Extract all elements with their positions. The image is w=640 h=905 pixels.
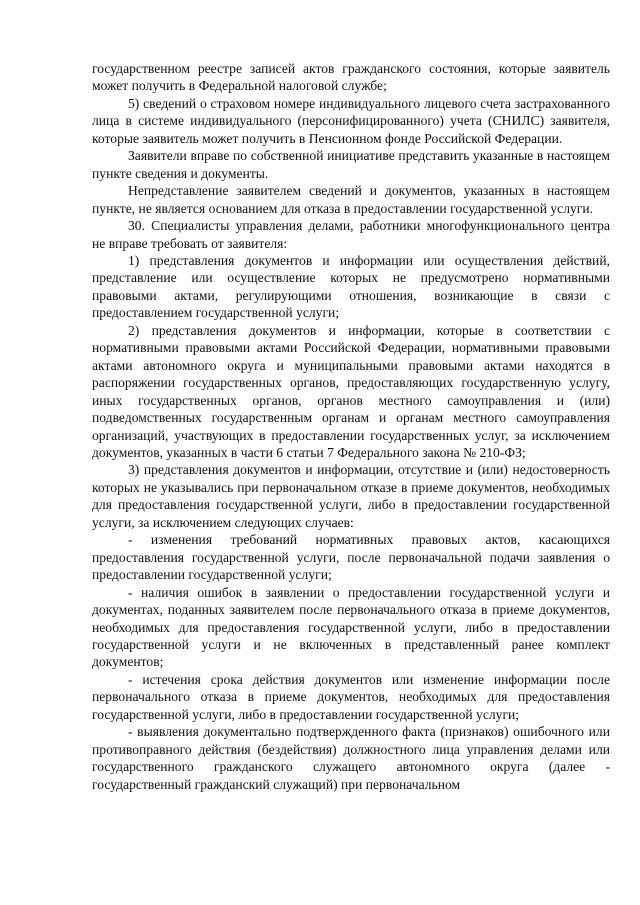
- paragraph-item-2: 2) представления документов и информации, которые в соответствии с нормативными правовыми актами Российской Федерации, нормативными правовыми актами автономного округа и муниципальными правовыми актами находятся в распоряжении государственных органов, предоставляющих государственную услугу, иных государственных органов, органов местного самоуправления и (или) подведомственных государственным органам и органам местного самоуправления организаций, участвующих в предоставлении государственных услуг, за исключением документов, указанных в части 6 статьи 7 Федерального закона № 210-ФЗ;: [92, 322, 610, 460]
- paragraph-continuation: государственном реестре записей актов гражданского состояния, которые заявитель может получить в Федеральной налоговой службе;: [92, 61, 610, 94]
- paragraph-case-wrongful-action: - выявления документально подтвержденного факта (признаков) ошибочного или противоправного действия (бездействия) должностного лица управления делами или государственного гражданского служащего автономного округа (далее - государственный гражданский служащий) при первоначальном: [92, 724, 610, 792]
- paragraph-item-3: 3) представления документов и информации, отсутствие и (или) недостоверность которых не указывались при первоначальном отказе в приеме документов, необходимых для предоставления государственной услуги, либо в предоставлении государственной услуги, за исключением следующих случаев:: [92, 462, 610, 530]
- paragraph-applicants-right: Заявители вправе по собственной инициативе представить указанные в настоящем пункте сведения и документы.: [92, 148, 610, 181]
- paragraph-case-errors: - наличия ошибок в заявлении о предоставлении государственной услуги и документах, поданных заявителем после первоначального отказа в приеме документов, необходимых для предоставления государственной услуги, либо в предоставлении государственной услуги и не включенных в представленный ранее комплект документов;: [92, 584, 610, 670]
- paragraph-section-30: 30. Специалисты управления делами, работники многофункционального центра не вправе требовать от заявителя:: [92, 218, 610, 251]
- paragraph-non-submission: Непредставление заявителем сведений и документов, указанных в настоящем пункте, не является основанием для отказа в предоставлении государственной услуги.: [92, 183, 610, 216]
- document-body: [92, 60, 610, 793]
- paragraph-item-1: 1) представления документов и информации или осуществления действий, представление или осуществление которых не предусмотрено нормативными правовыми актами, регулирующими отношения, возникающие в связи с предоставлением государственной услуги;: [92, 252, 610, 321]
- paragraph-case-requirements-change: - изменения требований нормативных правовых актов, касающихся предоставления государственной услуги, после первоначальной подачи заявления о предоставлении государственной услуги;: [92, 532, 610, 583]
- paragraph-item-5-snils: 5) сведений о страховом номере индивидуального лицевого счета застрахованного лица в системе индивидуального (персонифицированного) учета (СНИЛС) заявителя, которые заявитель может получить в Пенсионном фонде Российской Федерации.: [92, 95, 610, 146]
- paragraph-case-expiry: - истечения срока действия документов или изменение информации после первоначального отказа в приеме документов, необходимых для предоставления государственной услуги, либо в предоставлении государственной услуги;: [92, 671, 610, 722]
